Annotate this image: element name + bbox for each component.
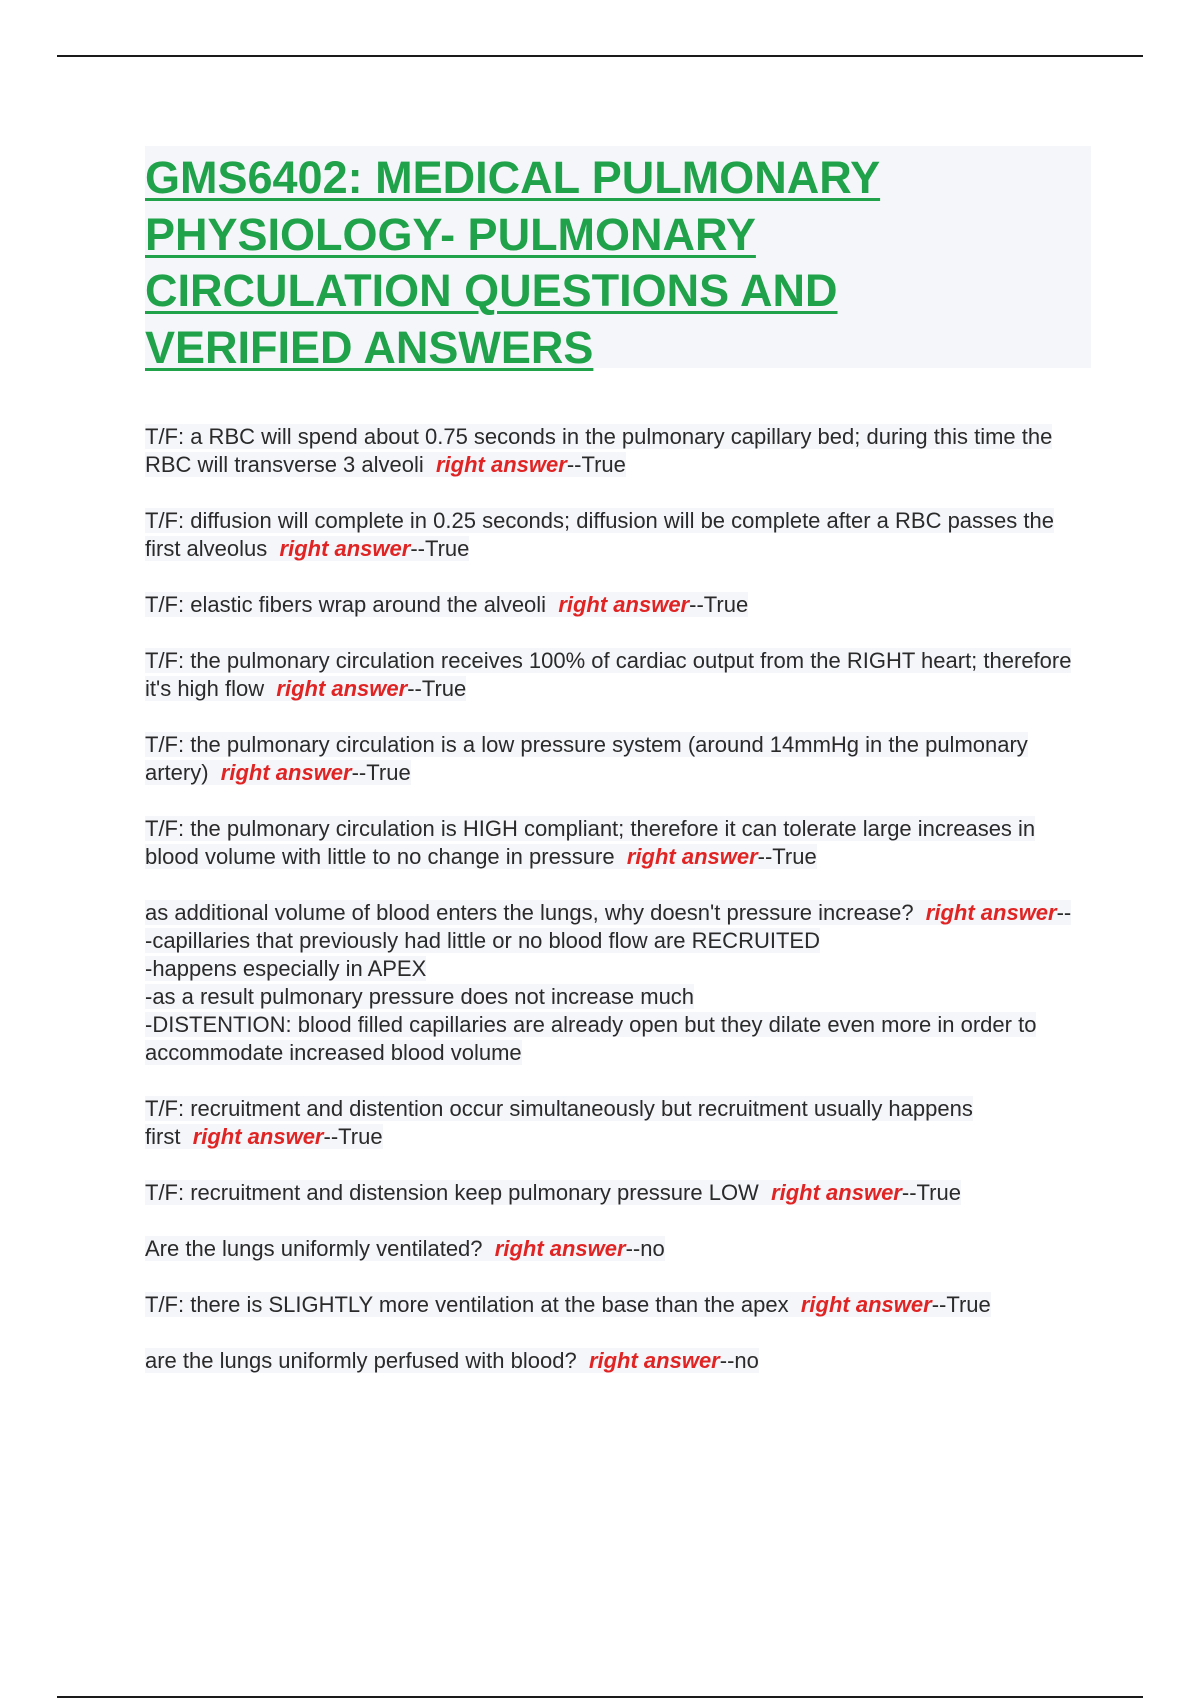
qa-item <box>145 731 1075 787</box>
answer-label: right answer <box>276 676 408 701</box>
answer-label: right answer <box>771 1180 902 1205</box>
answer-text: --True <box>351 760 411 785</box>
qa-item <box>145 1095 1075 1151</box>
answer-text: --True <box>407 676 467 701</box>
question-text: T/F: a RBC will spend about 0.75 seconds in the pulmonary capillary bed; during this time the RBC will transverse 3 alveoli <box>145 424 1053 477</box>
qa-item <box>145 1347 1075 1375</box>
answer-label: right answer <box>494 1236 626 1261</box>
question-text: T/F: the pulmonary circulation receives 100% of cardiac output from the RIGHT heart; therefore it's high flow <box>145 648 1072 701</box>
answer-text: --True <box>566 452 626 477</box>
answer-text: ---capillaries that previously had little or no blood flow are RECRUITED <box>145 900 1072 953</box>
question-text: as additional volume of blood enters the lungs, why doesn't pressure increase? <box>145 900 914 925</box>
top-divider <box>57 55 1143 57</box>
answer-text: --True <box>323 1124 383 1149</box>
answer-label: right answer <box>800 1292 932 1317</box>
answer-label: right answer <box>925 900 1057 925</box>
question-text: T/F: recruitment and distension keep pulmonary pressure LOW <box>145 1180 759 1205</box>
question-text: T/F: diffusion will complete in 0.25 seconds; diffusion will be complete after a RBC passes the first alveolus <box>145 508 1054 561</box>
answer-label: right answer <box>192 1124 324 1149</box>
document-title: GMS6402: MEDICAL PULMONARY PHYSIOLOGY- PULMONARY CIRCULATION QUESTIONS AND VERIFIED ANSWERS <box>145 152 881 373</box>
answer-text: --True <box>931 1292 991 1317</box>
answer-text: --no <box>625 1236 665 1261</box>
bottom-divider <box>57 1696 1143 1698</box>
answer-line: -happens especially in APEX <box>145 956 427 981</box>
answer-label: right answer <box>558 592 690 617</box>
question-text: T/F: the pulmonary circulation is a low pressure system (around 14mmHg in the pulmonary artery) <box>145 732 1028 785</box>
question-text: T/F: there is SLIGHTLY more ventilation at the base than the apex <box>145 1292 789 1317</box>
question-text: T/F: elastic fibers wrap around the alveoli <box>145 592 547 617</box>
qa-item <box>145 1291 1075 1319</box>
qa-item <box>145 507 1075 563</box>
answer-text: --True <box>901 1180 961 1205</box>
qa-item <box>145 899 1075 1067</box>
answer-line: -as a result pulmonary pressure does not increase much <box>145 984 695 1009</box>
qa-item <box>145 647 1075 703</box>
qa-item <box>145 423 1075 479</box>
question-text: are the lungs uniformly perfused with blood? <box>145 1348 577 1373</box>
answer-text: --no <box>719 1348 759 1373</box>
qa-item <box>145 1179 1075 1207</box>
question-text: Are the lungs uniformly ventilated? <box>145 1236 483 1261</box>
question-text: T/F: the pulmonary circulation is HIGH compliant; therefore it can tolerate large increases in blood volume with little to no change in pressure <box>145 816 1036 869</box>
answer-line: -DISTENTION: blood filled capillaries are already open but they dilate even more in order to accommodate increased blood volume <box>145 1012 1037 1065</box>
question-text: T/F: recruitment and distention occur simultaneously but recruitment usually happens first <box>145 1096 973 1149</box>
answer-text: --True <box>410 536 470 561</box>
answer-label: right answer <box>588 1348 720 1373</box>
answer-label: right answer <box>220 760 352 785</box>
answer-text: --True <box>689 592 749 617</box>
qa-item <box>145 1235 1075 1263</box>
qa-item <box>145 815 1075 871</box>
answer-label: right answer <box>626 844 758 869</box>
answer-text: --True <box>757 844 817 869</box>
qa-item <box>145 591 1075 619</box>
qa-list <box>145 423 1075 1403</box>
answer-label: right answer <box>436 452 567 477</box>
answer-label: right answer <box>279 536 411 561</box>
title-block <box>145 146 1091 373</box>
